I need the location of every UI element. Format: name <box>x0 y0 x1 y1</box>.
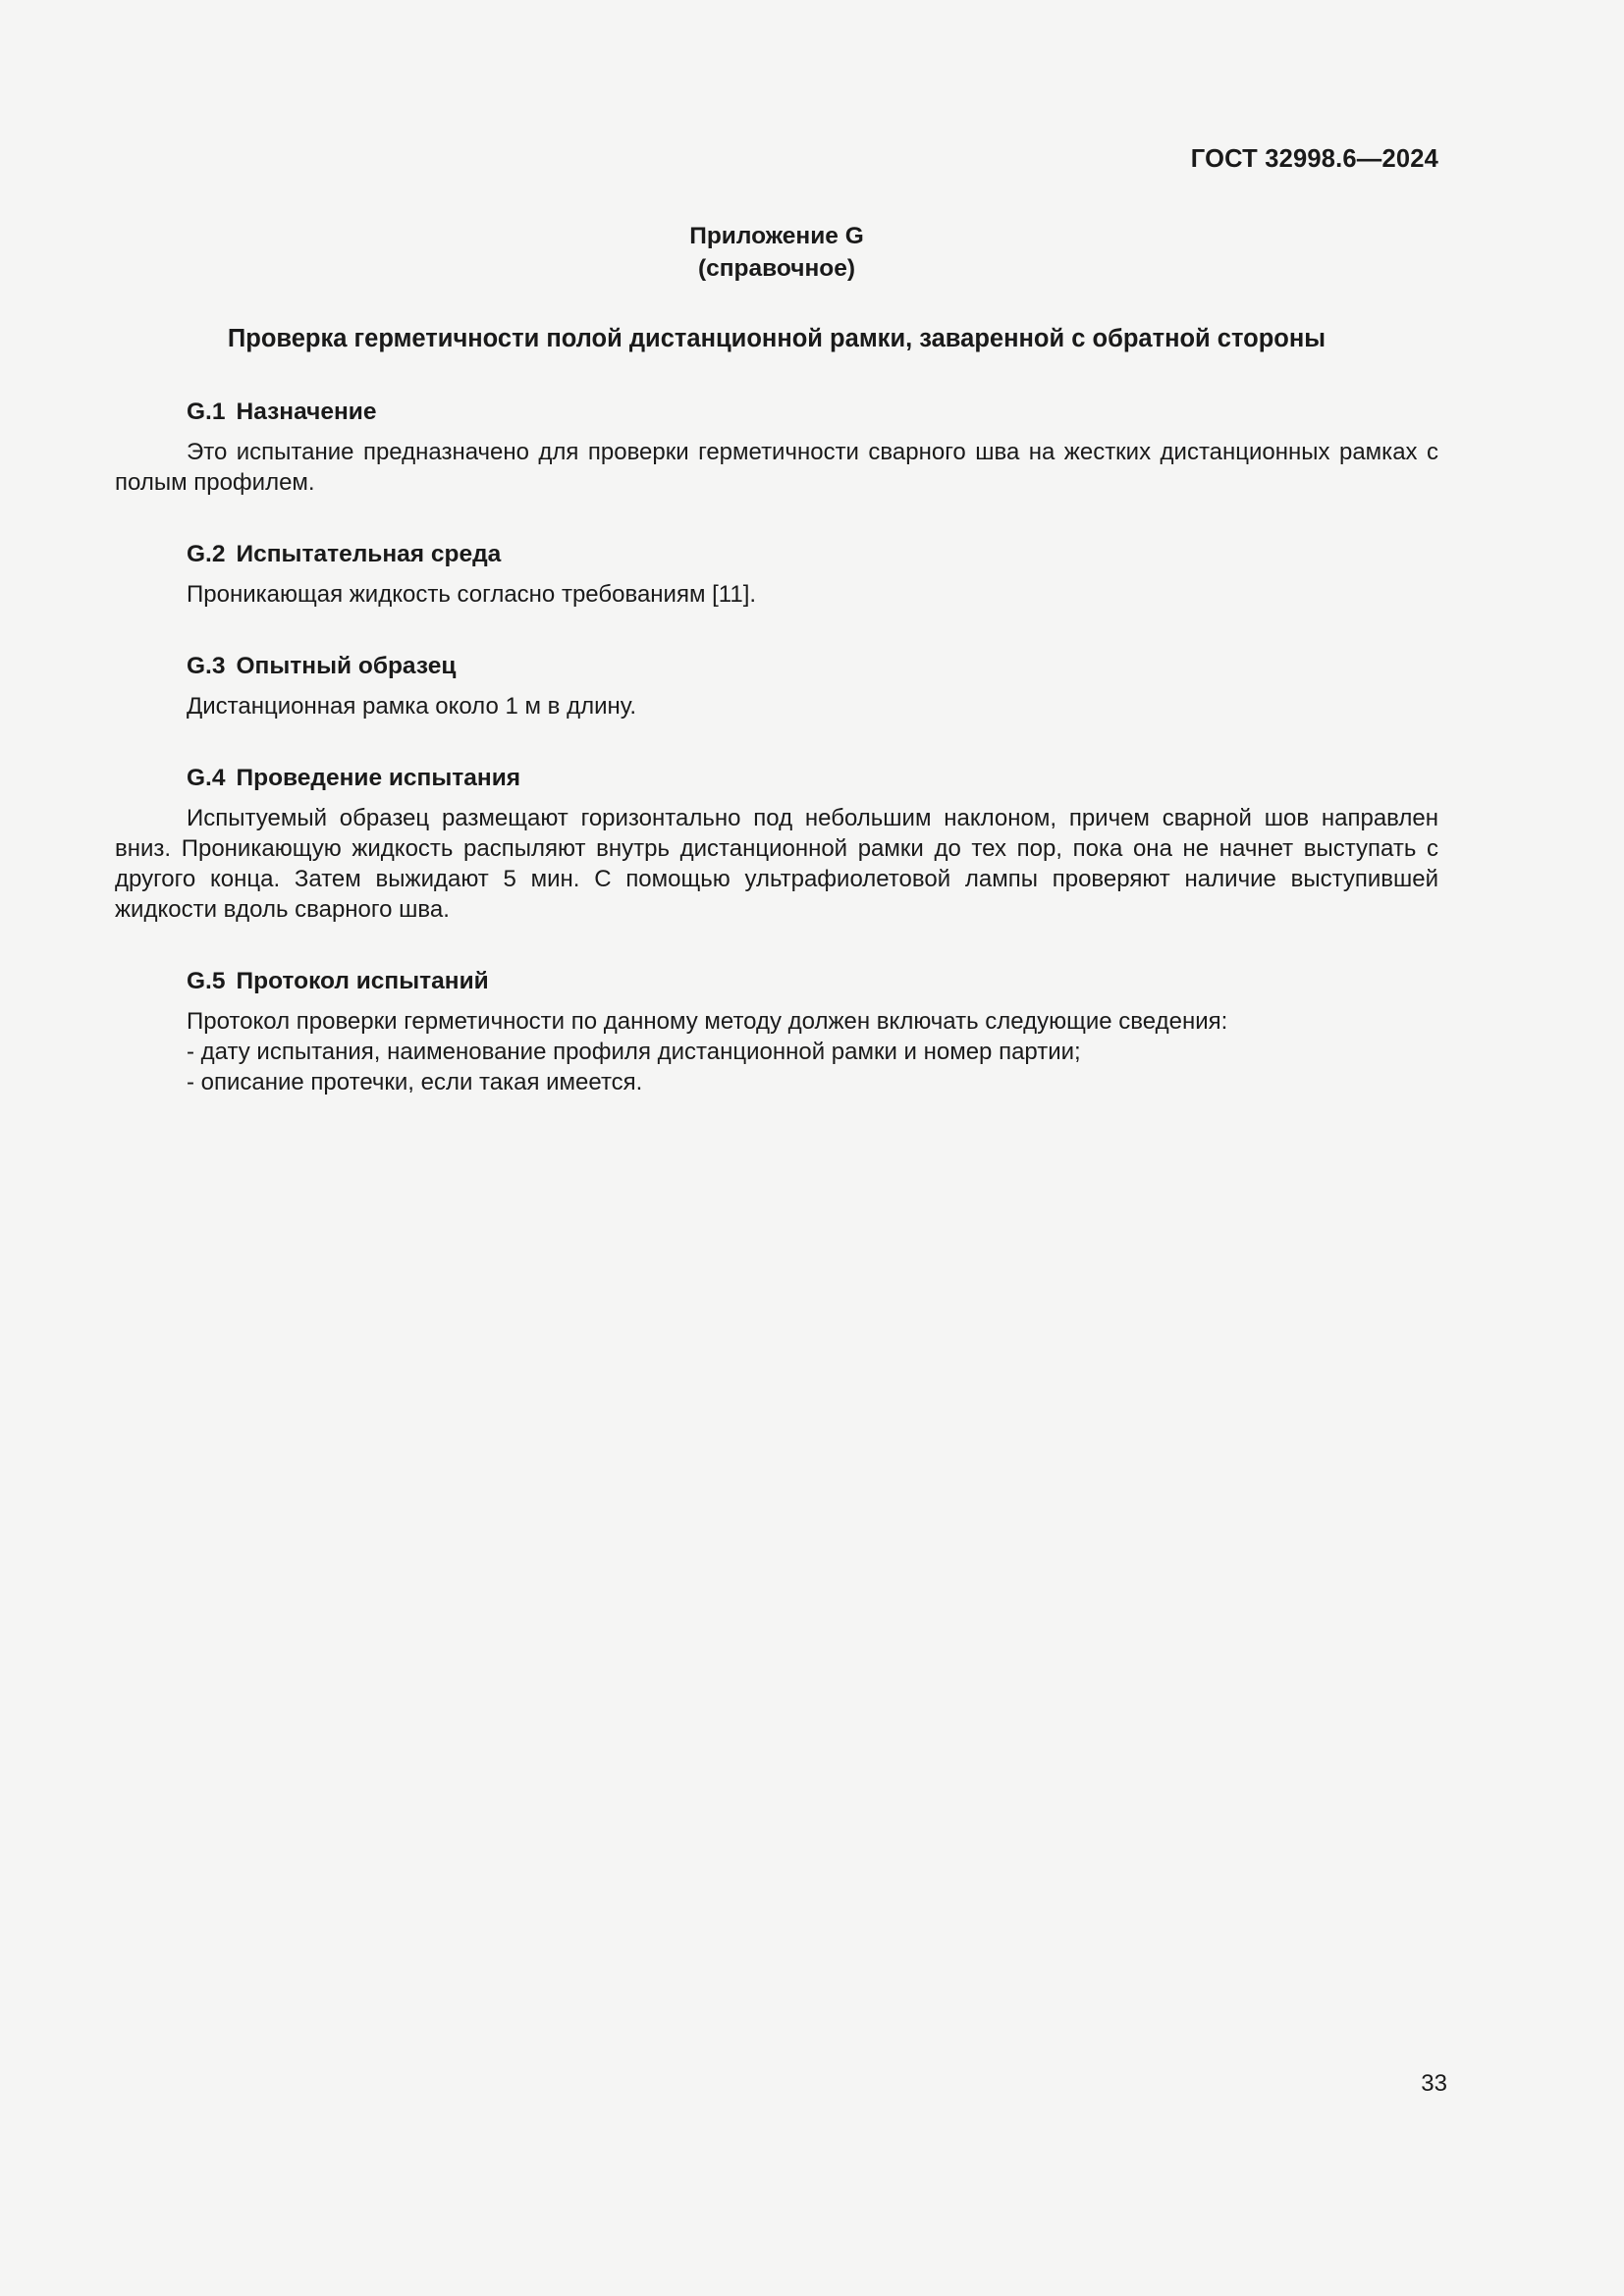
section-title-g5: Протокол испытаний <box>236 968 489 994</box>
section-number-g2: G.2 <box>187 541 226 567</box>
annex-title: Проверка герметичности полой дистанционной рамки, заваренной с обратной стороны <box>227 325 1326 352</box>
section-title-g2: Испытательная среда <box>236 541 502 567</box>
section-number-g1: G.1 <box>187 399 226 425</box>
section-heading-g5 <box>115 966 1438 997</box>
section-number-g5: G.5 <box>187 968 226 994</box>
section-body-g2: Проникающая жидкость согласно требованиям [11]. <box>187 581 757 608</box>
section-heading-g2 <box>115 539 1438 570</box>
section-body-g1: Это испытание предназначено для проверки герметичности сварного шва на жестких дистанционных рамках с полым профилем. <box>115 439 1438 496</box>
annex-label: Приложение G <box>689 223 864 249</box>
section-body-g5: Протокол проверки герметичности по данному методу должен включать следующие сведения: <box>187 1008 1228 1035</box>
section-body-g4: Испытуемый образец размещают горизонтально под небольшим наклоном, причем сварной шов направлен вниз. Проникающую жидкость распыляют внутрь дистанционной рамки до тех пор, пока она не начнет выступать с другого конца. Затем выжидают 5 мин. С помощью ультрафиолетовой лампы проверяют наличие выступившей жидкости вдоль сварного шва. <box>115 805 1438 923</box>
section-title-g4: Проведение испытания <box>236 765 521 791</box>
annex-kind: (справочное) <box>697 255 856 282</box>
section-heading-g4 <box>115 763 1438 794</box>
page-number: 33 <box>1421 2070 1447 2097</box>
section-heading-g3 <box>115 651 1438 682</box>
list-item: - описание протечки, если такая имеется. <box>187 1069 643 1095</box>
section-title-g1: Назначение <box>236 399 377 425</box>
running-header-standard-number: ГОСТ 32998.6—2024 <box>1190 145 1438 173</box>
list-item: - дату испытания, наименование профиля дистанционной рамки и номер партии; <box>187 1039 1081 1065</box>
section-heading-g1 <box>115 397 1438 428</box>
section-number-g4: G.4 <box>187 765 226 791</box>
section-number-g3: G.3 <box>187 653 226 679</box>
section-body-g3: Дистанционная рамка около 1 м в длину. <box>187 693 637 720</box>
section-title-g3: Опытный образец <box>236 653 457 679</box>
page-content <box>115 220 1438 1097</box>
